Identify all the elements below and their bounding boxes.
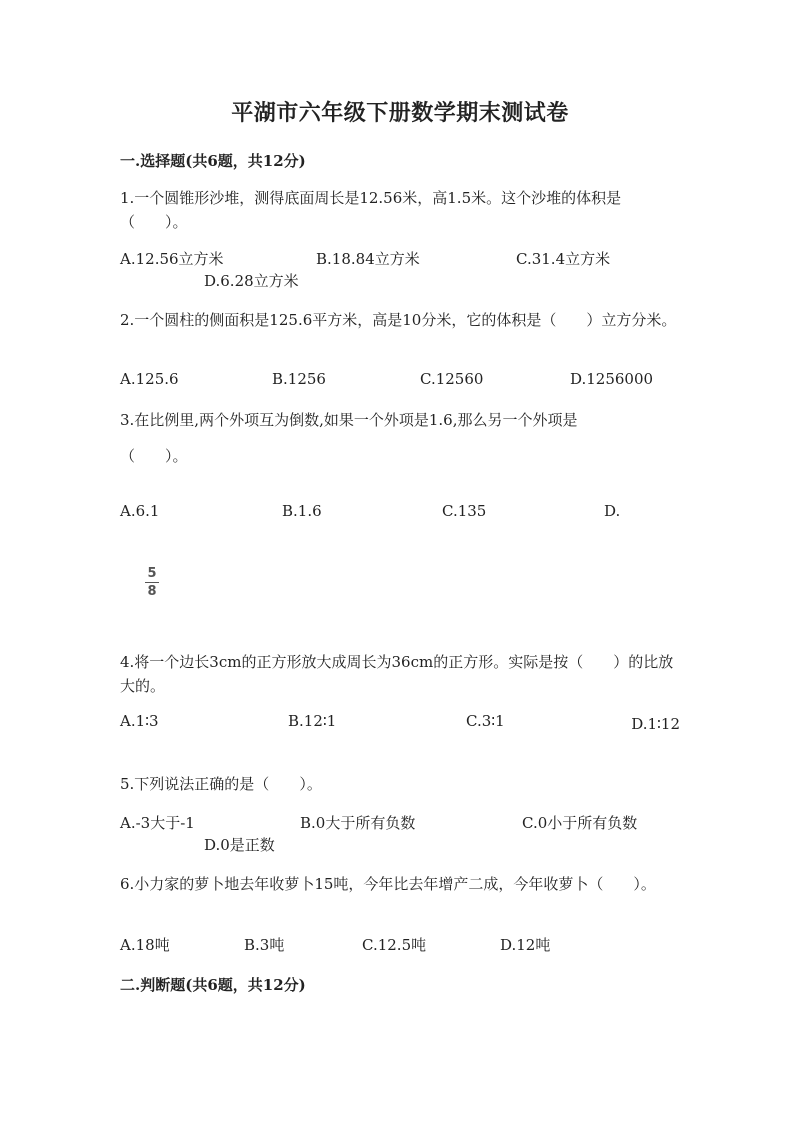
question-1-option-a[interactable]: A.12.56立方米 — [120, 250, 224, 268]
question-5-option-b[interactable]: B.0大于所有负数 — [300, 814, 416, 832]
question-3-option-a[interactable]: A.6.1 — [120, 502, 160, 520]
question-2-option-a[interactable]: A.125.6 — [120, 370, 179, 388]
question-5-option-a[interactable]: A.-3大于-1 — [120, 814, 195, 832]
question-2-option-c[interactable]: C.12560 — [420, 370, 484, 388]
section-heading-choice: 一.选择题(共6题，共12分) — [120, 152, 306, 170]
question-2-stem: 2.一个圆柱的侧面积是125.6平方米，高是10分米，它的体积是（ ）立方分米。 — [120, 311, 677, 329]
question-3-stem-line2: （ ）。 — [120, 447, 188, 465]
question-4-option-b[interactable]: B.12∶1 — [288, 712, 337, 730]
question-4-option-d[interactable]: D.1∶12 — [631, 715, 680, 733]
question-5-option-d[interactable]: D.0是正数 — [204, 836, 275, 854]
question-4-option-a[interactable]: A.1∶3 — [120, 712, 159, 730]
question-4-stem: 4.将一个边长3cm的正方形放大成周长为36cm的正方形。实际是按（ ）的比放大的。 — [120, 653, 674, 695]
fraction-bar — [145, 582, 159, 583]
question-2-option-d[interactable]: D.1256000 — [570, 370, 654, 388]
question-3-stem-line1: 3.在比例里,两个外项互为倒数,如果一个外项是1.6,那么另一个外项是 — [120, 411, 578, 429]
question-3-option-d-fraction — [143, 566, 161, 599]
page-title: 平湖市六年级下册数学期末测试卷 — [231, 100, 569, 126]
question-1-option-d[interactable]: D.6.28立方米 — [204, 272, 299, 290]
question-1-stem: 1.一个圆锥形沙堆，测得底面周长是12.56米，高1.5米。这个沙堆的体积是（ ）。 — [120, 189, 622, 231]
question-4-option-c[interactable]: C.3∶1 — [466, 712, 505, 730]
question-6-stem: 6.小力家的萝卜地去年收萝卜15吨，今年比去年增产二成，今年收萝卜（ ）。 — [120, 875, 656, 893]
question-6-option-a[interactable]: A.18吨 — [120, 936, 170, 954]
question-2-option-b[interactable]: B.1256 — [272, 370, 326, 388]
fraction-denominator: 8 — [147, 584, 157, 599]
question-3-option-d[interactable]: D. — [604, 502, 621, 520]
question-1-option-b[interactable]: B.18.84立方米 — [316, 250, 420, 268]
question-1-option-c[interactable]: C.31.4立方米 — [516, 250, 611, 268]
question-6-option-b[interactable]: B.3吨 — [244, 936, 285, 954]
question-5-option-c[interactable]: C.0小于所有负数 — [522, 814, 638, 832]
question-5-stem: 5.下列说法正确的是（ ）。 — [120, 775, 322, 793]
fraction-numerator: 5 — [147, 566, 157, 581]
question-3-option-b[interactable]: B.1.6 — [282, 502, 322, 520]
section-heading-judgement: 二.判断题(共6题，共12分) — [120, 976, 306, 994]
question-6-option-c[interactable]: C.12.5吨 — [362, 936, 427, 954]
question-3-option-c[interactable]: C.135 — [442, 502, 487, 520]
question-6-option-d[interactable]: D.12吨 — [500, 936, 551, 954]
